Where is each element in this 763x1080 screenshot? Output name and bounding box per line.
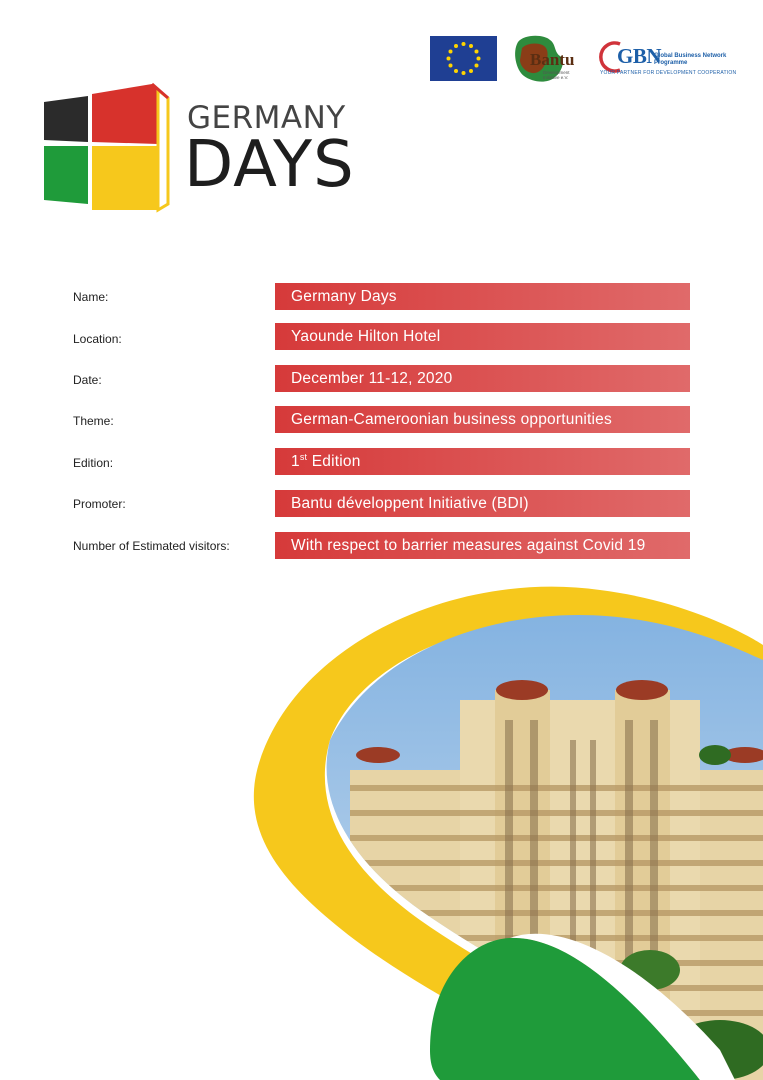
promoter-label: Promoter: xyxy=(73,497,126,511)
date-value: December 11-12, 2020 xyxy=(275,365,690,392)
name-label: Name: xyxy=(73,290,109,304)
edition-ordinal: st xyxy=(299,452,308,462)
hotel-photo-artwork xyxy=(0,580,763,1080)
location-value: Yaounde Hilton Hotel xyxy=(275,323,690,350)
logo-title-top: GERMANY xyxy=(187,100,346,136)
edition-text: Edition xyxy=(307,453,361,470)
bantu-wordmark: Bantu xyxy=(530,50,575,69)
eu-flag-icon xyxy=(430,36,497,81)
theme-label: Theme: xyxy=(73,414,114,428)
gbn-wordmark: GBN xyxy=(617,44,662,68)
germany-days-logo-icon xyxy=(40,80,175,215)
visitors-value: With respect to barrier measures against Covid 19 xyxy=(275,532,690,559)
edition-value xyxy=(275,448,690,475)
name-value: Germany Days xyxy=(275,283,690,310)
date-label: Date: xyxy=(73,373,102,387)
logo-title-bottom: DAYS xyxy=(184,128,355,202)
theme-value: German-Cameroonian business opportunities xyxy=(275,406,690,433)
edition-number: 1 xyxy=(291,453,300,470)
visitors-label: Number of Estimated visitors: xyxy=(73,539,230,553)
edition-label: Edition: xyxy=(73,456,114,470)
bantu-subtitle: Development Initiative e.V. xyxy=(543,70,570,80)
gbn-tagline: YOUR PARTNER FOR DEVELOPMENT COOPERATION xyxy=(600,70,737,76)
gbn-name: Global Business Network Programme xyxy=(654,53,727,66)
promoter-value: Bantu développent Initiative (BDI) xyxy=(275,490,690,517)
location-label: Location: xyxy=(73,332,122,346)
